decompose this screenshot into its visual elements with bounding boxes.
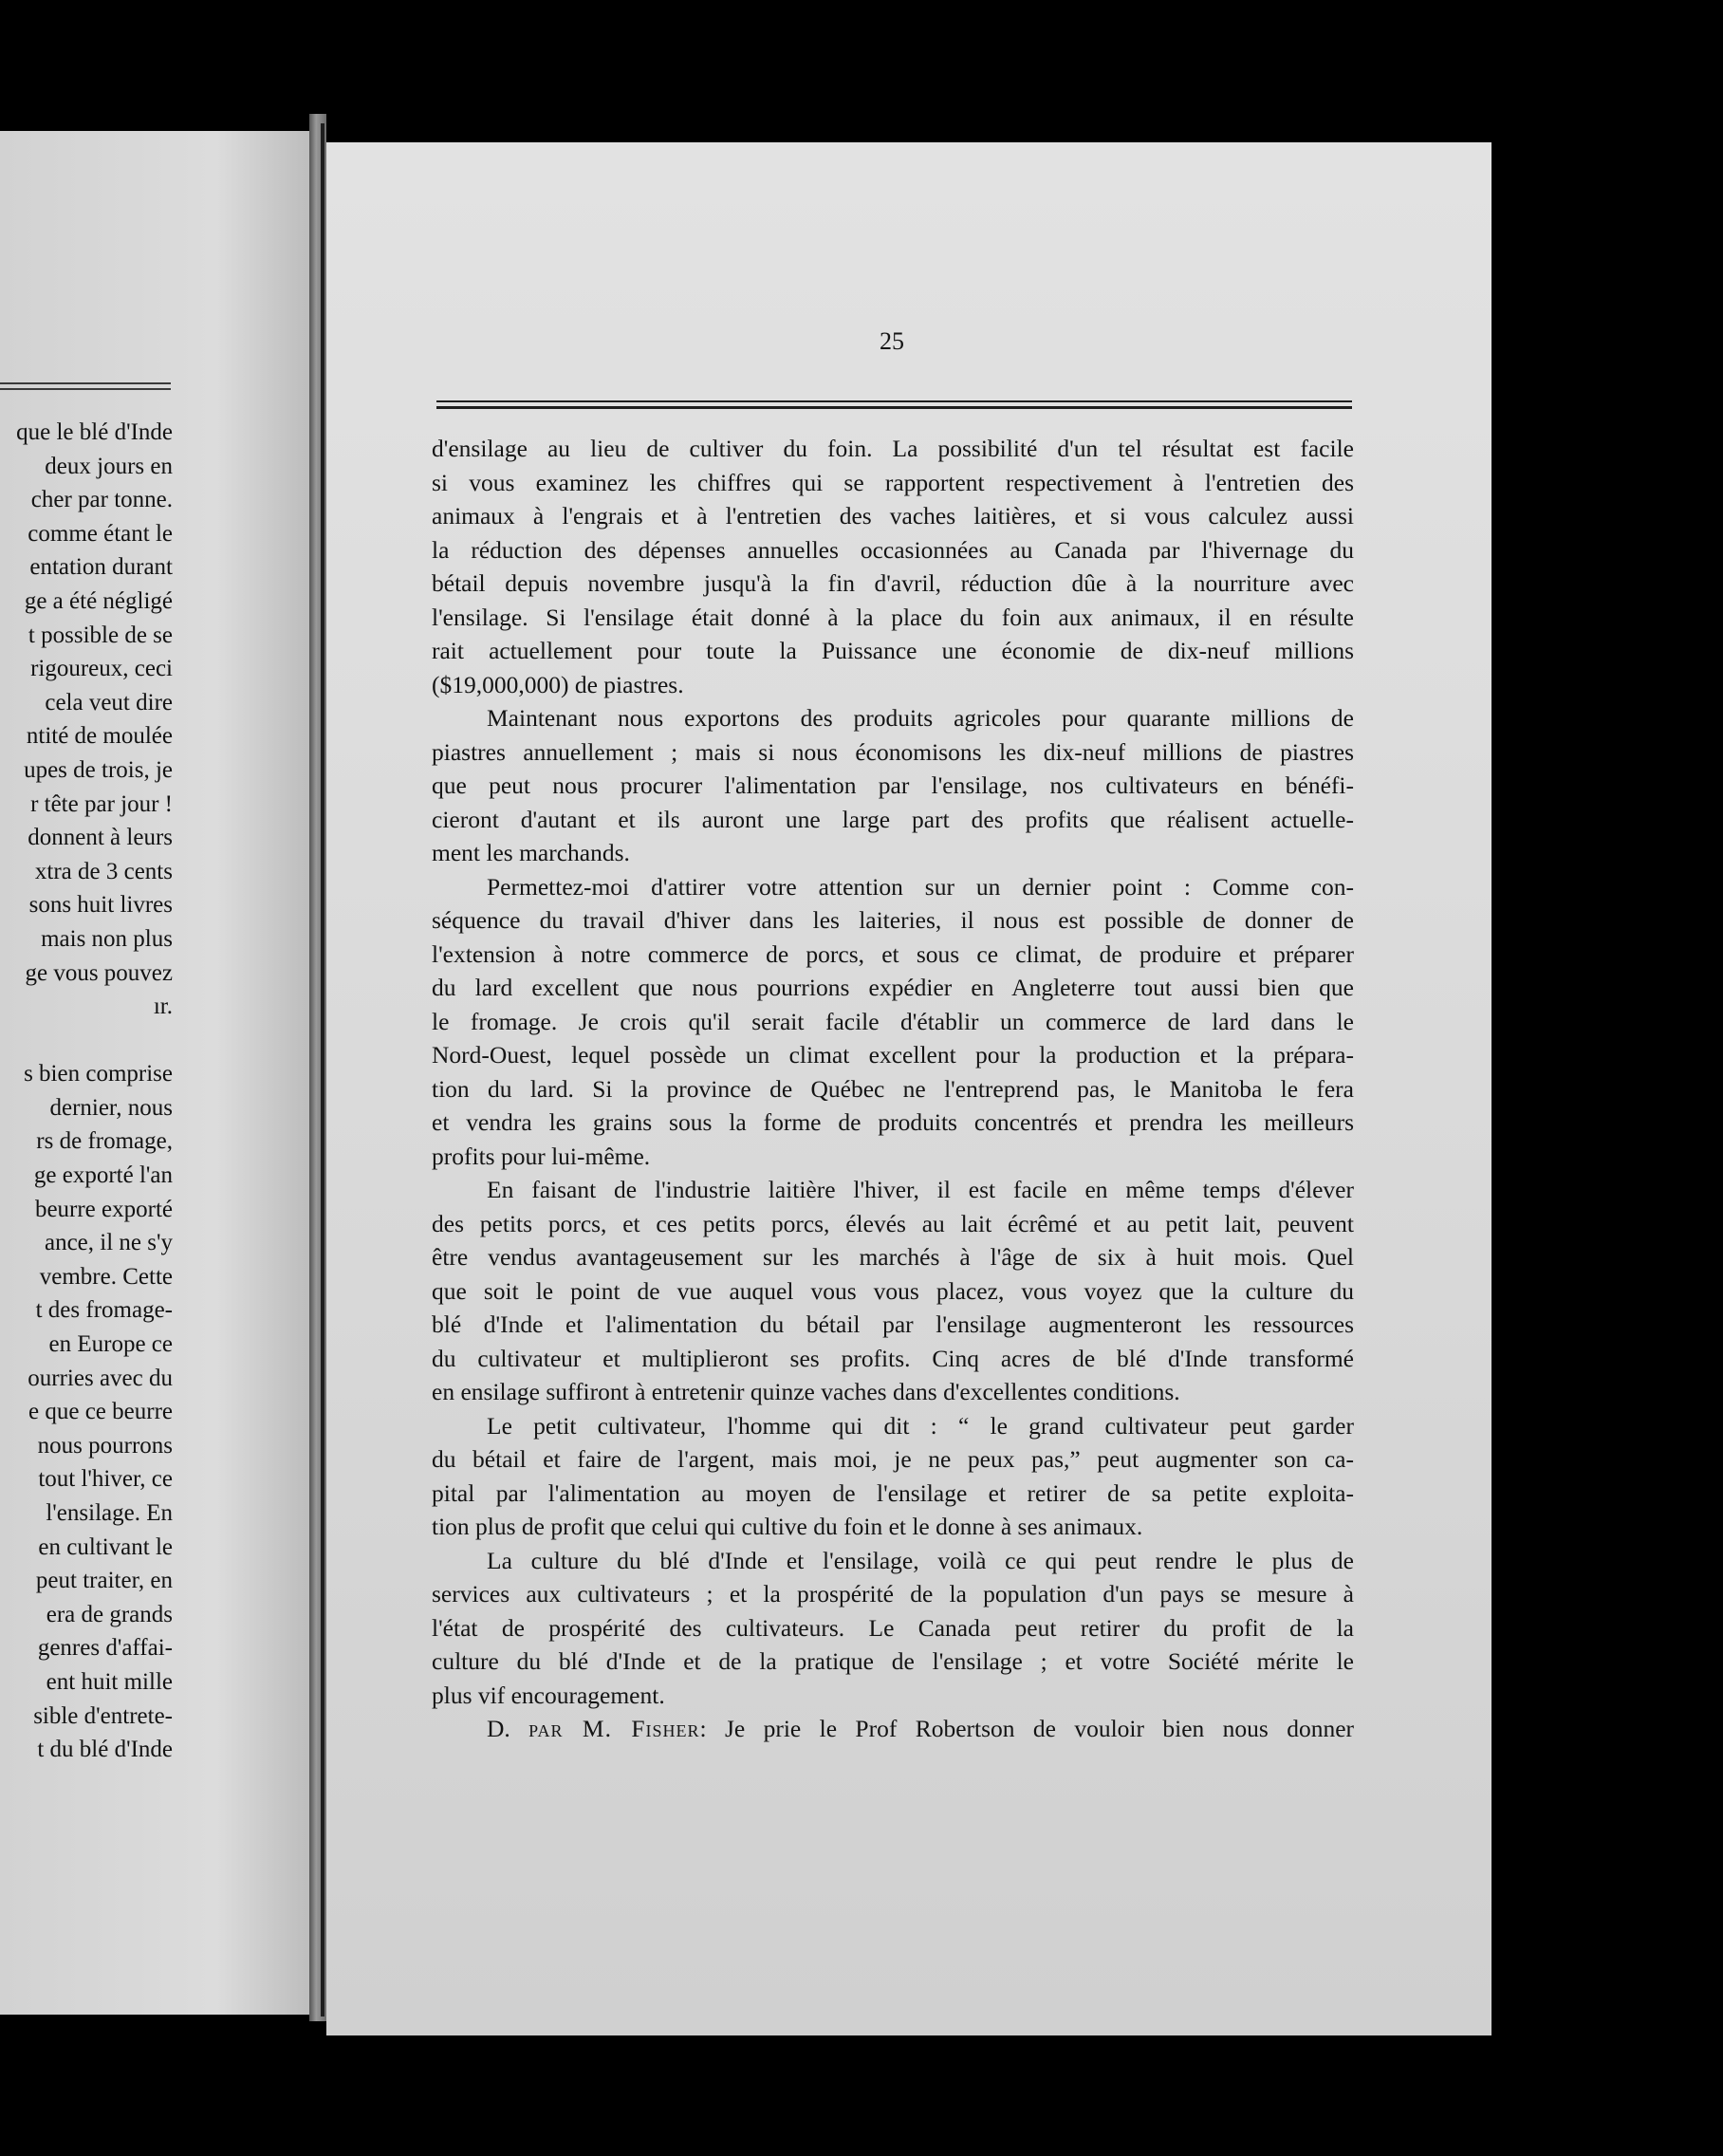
- body-line: d'ensilage au lieu de cultiver du foin. La possibilité d'un tel résultat est facile: [432, 435, 1354, 462]
- left-page-line: rs de fromage,: [36, 1128, 173, 1155]
- body-line: Le petit cultivateur, l'homme qui dit : “ le grand cultivateur peut garder: [487, 1411, 1354, 1440]
- page-spine: [321, 123, 324, 2017]
- body-line: du lard excellent que nous pourrions expédier en Angleterre tout aussi bien que: [432, 974, 1354, 1001]
- left-page-line: ge vous pouvez: [25, 959, 173, 986]
- question-text: : Je prie le Prof Robertson de vouloir bien nous donner: [699, 1715, 1355, 1742]
- body-line: ment les marchands.: [432, 839, 630, 866]
- left-page-line: upes de trois, je: [24, 756, 173, 783]
- body-line: l'état de prospérité des cultivateurs. Le Canada peut retirer du profit de la: [432, 1613, 1354, 1642]
- body-line: et vendra les grains sous la forme de produits concentrés et prendra les meilleurs: [432, 1108, 1354, 1136]
- body-line: l'extension à notre commerce de porcs, et sous ce climat, de produire et préparer: [432, 939, 1354, 968]
- body-line: ($19,000,000) de piastres.: [432, 670, 684, 698]
- body-line: que peut nous procurer l'alimentation par l'ensilage, nos cultivateurs en bénéfi-: [432, 771, 1354, 799]
- left-page: [0, 131, 309, 2015]
- left-page-line: que le blé d'Inde: [16, 419, 173, 445]
- left-page-line: comme étant le: [28, 520, 173, 547]
- body-line: le fromage. Je crois qu'il serait facile d'établir un commerce de lard dans le: [432, 1007, 1354, 1035]
- left-page-line: dernier, nous: [49, 1094, 173, 1121]
- body-line: plus vif encouragement.: [432, 1681, 665, 1709]
- left-page-line: ance, il ne s'y: [44, 1230, 173, 1256]
- left-page-line: ntité de moulée: [26, 723, 173, 750]
- left-page-line: ır.: [153, 994, 173, 1020]
- left-page-line: [0, 1024, 173, 1058]
- left-page-line: sons huit livres: [28, 892, 173, 919]
- body-line: services aux cultivateurs ; et la prospérité de la population d'un pays se mesure à: [432, 1580, 1354, 1608]
- body-line: Nord-Ouest, lequel possède un climat excellent pour la production et la prépara-: [432, 1041, 1354, 1069]
- question-line: [432, 1712, 1354, 1746]
- left-page-line: r tête par jour !: [30, 790, 173, 817]
- left-page-line: vembre. Cette: [39, 1263, 173, 1290]
- body-line: séquence du travail d'hiver dans les laiteries, il nous est possible de donner de: [432, 906, 1354, 934]
- body-line: bétail depuis novembre jusqu'à la fin d'avril, réduction dûe à la nourriture avec: [432, 569, 1354, 597]
- left-page-line: en cultivant le: [38, 1533, 173, 1560]
- left-page-text: [0, 416, 173, 1767]
- body-line: piastres annuellement ; mais si nous économisons les dix-neuf millions de piastres: [432, 737, 1354, 766]
- left-page-line: t des fromage-: [35, 1297, 173, 1324]
- left-page-line: entation durant: [29, 554, 173, 581]
- body-line: du cultivateur et multiplieront ses profits. Cinq acres de blé d'Inde transformé: [432, 1344, 1354, 1372]
- left-page-line: donnent à leurs: [28, 825, 173, 851]
- left-page-line: peut traiter, en: [35, 1568, 173, 1594]
- body-line: La culture du blé d'Inde et l'ensilage, voilà ce qui peut rendre le plus de: [487, 1546, 1354, 1574]
- left-page-line: l'ensilage. En: [46, 1500, 173, 1526]
- left-page-line: ent huit mille: [46, 1668, 173, 1695]
- page-number: 25: [880, 327, 904, 355]
- body-line: que soit le point de vue auquel vous vous placez, vous voyez que la culture du: [432, 1276, 1354, 1305]
- body-line: l'ensilage. Si l'ensilage était donné à la place du foin aux animaux, il en résulte: [432, 603, 1354, 631]
- question-prefix: D.: [487, 1715, 510, 1742]
- header-rule: [436, 400, 1352, 402]
- left-page-line: cela veut dire: [45, 689, 173, 716]
- left-page-line: ge exporté l'an: [33, 1162, 173, 1189]
- body-line: tion du lard. Si la province de Québec ne l'entreprend pas, le Manitoba le fera: [432, 1074, 1354, 1103]
- left-page-line: en Europe ce: [48, 1331, 173, 1358]
- question-speaker: par M. Fisher: [528, 1715, 700, 1742]
- body-line: des petits porcs, et ces petits porcs, élevés au lait écrêmé et au petit lait, peuvent: [432, 1209, 1354, 1237]
- left-page-line: beurre exporté: [34, 1196, 173, 1222]
- left-page-line: ourries avec du: [28, 1365, 173, 1391]
- left-page-line: xtra de 3 cents: [34, 858, 173, 884]
- body-text: [432, 432, 1354, 1746]
- left-page-line: ge a été négligé: [24, 587, 173, 614]
- left-header-rule-double: [0, 388, 171, 390]
- body-line: cieront d'autant et ils auront une large part des profits que réalisent actuelle-: [432, 805, 1354, 833]
- body-line: tion plus de profit que celui qui cultive du foin et le donne à ses animaux.: [432, 1513, 1143, 1540]
- body-line: pital par l'alimentation au moyen de l'ensilage et retirer de sa petite exploita-: [432, 1478, 1354, 1507]
- body-line: culture du blé d'Inde et de la pratique de l'ensilage ; et votre Société mérite le: [432, 1647, 1354, 1675]
- body-line: profits pour lui-même.: [432, 1142, 651, 1170]
- body-line: en ensilage suffiront à entretenir quinze vaches dans d'excellentes conditions.: [432, 1378, 1180, 1405]
- body-line: la réduction des dépenses annuelles occasionnées au Canada par l'hivernage du: [432, 535, 1354, 564]
- body-line: animaux à l'engrais et à l'entretien des vaches laitières, et si vous calculez aussi: [432, 502, 1354, 530]
- left-page-line: mais non plus: [41, 925, 173, 952]
- left-page-line: nous pourrons: [37, 1432, 173, 1459]
- body-line: rait actuellement pour toute la Puissance une économie de dix-neuf millions: [432, 637, 1354, 664]
- left-page-line: deux jours en: [45, 453, 173, 479]
- body-line: être vendus avantageusement sur les marchés à l'âge de six à huit mois. Quel: [432, 1243, 1354, 1271]
- body-line: En faisant de l'industrie laitière l'hiver, il est facile en même temps d'élever: [487, 1176, 1354, 1203]
- left-page-line: rigoureux, ceci: [30, 656, 173, 682]
- left-header-rule: [0, 382, 171, 384]
- left-page-line: e que ce beurre: [28, 1399, 173, 1425]
- body-line: si vous examinez les chiffres qui se rapportent respectivement à l'entretien des: [432, 468, 1354, 496]
- header-rule-thick: [436, 406, 1352, 409]
- left-page-line: tout l'hiver, ce: [38, 1466, 173, 1493]
- left-page-line: t possible de se: [28, 622, 173, 648]
- left-page-line: era de grands: [46, 1601, 173, 1627]
- body-line: blé d'Inde et l'alimentation du bétail par l'ensilage augmenteront les ressources: [432, 1310, 1354, 1338]
- body-line: du bétail et faire de l'argent, mais moi, je ne peux pas,” peut augmenter son ca-: [432, 1445, 1354, 1473]
- left-page-line: t du blé d'Inde: [37, 1737, 173, 1763]
- left-page-line: s bien comprise: [24, 1061, 173, 1087]
- left-page-line: genres d'affai-: [37, 1635, 173, 1662]
- body-line: Permettez-moi d'attirer votre attention sur un dernier point : Comme con-: [487, 872, 1354, 901]
- left-page-line: sible d'entrete-: [33, 1702, 173, 1729]
- left-page-line: cher par tonne.: [30, 487, 173, 513]
- body-line: Maintenant nous exportons des produits agricoles pour quarante millions de: [487, 704, 1354, 732]
